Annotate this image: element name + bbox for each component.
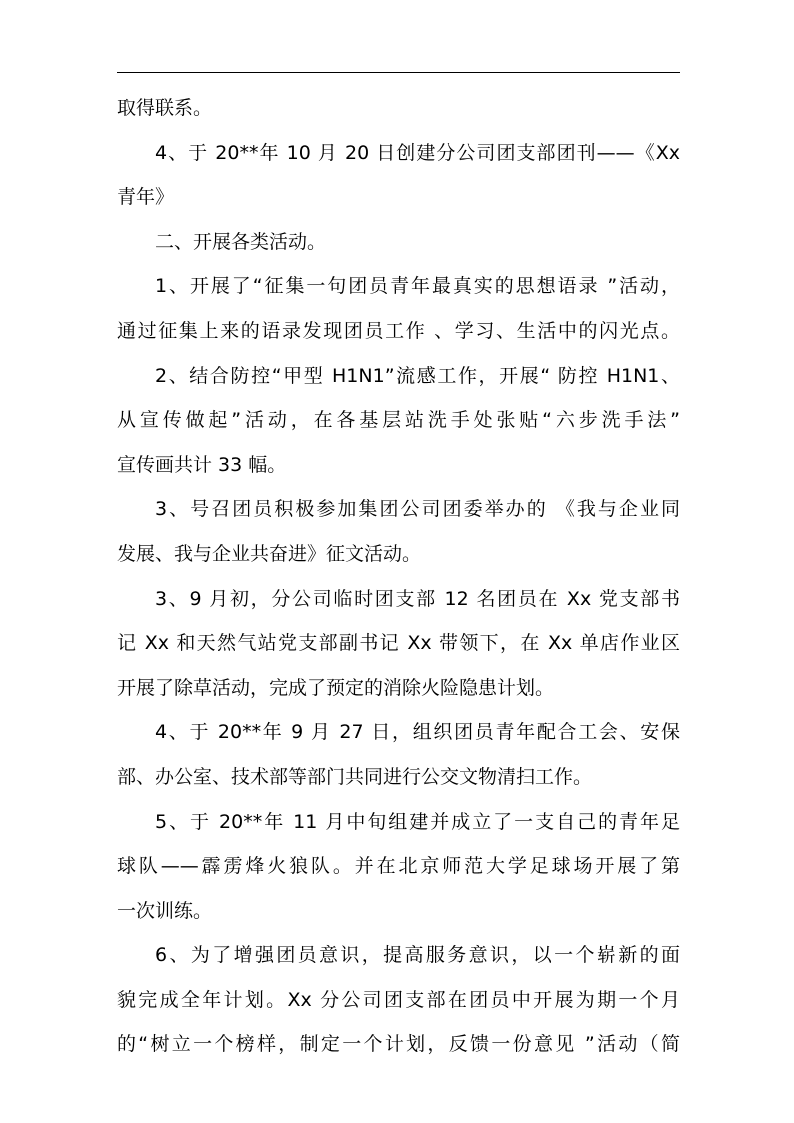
text-line: 取得联系。 bbox=[117, 97, 213, 119]
text-line: 宣传画共计 33 幅。 bbox=[117, 453, 287, 476]
text-line: 6、为了增强团员意识，提高服务意识，以一个崭新的面 bbox=[155, 944, 680, 967]
text-line: 3、号召团员积极参加集团公司团委举办的 《我与企业同 bbox=[155, 498, 680, 521]
text-line: 发展、我与企业共奋进》征文活动。 bbox=[117, 542, 422, 565]
text-line: 从宣传做起”活动，在各基层站洗手处张贴“六步洗手法” bbox=[117, 409, 680, 432]
text-line: 的“树立一个榜样，制定一个计划，反馈一份意见 ”活动（简 bbox=[117, 1033, 680, 1056]
text-line: 4、于 20**年 9 月 27 日，组织团员青年配合工会、安保 bbox=[155, 721, 680, 744]
text-line: 开展了除草活动，完成了预定的消除火险隐患计划。 bbox=[117, 676, 555, 699]
text-line: 通过征集上来的语录发现团员工作 、学习、生活中的闪光点。 bbox=[117, 319, 680, 342]
text-line: 部、办公室、技术部等部门共同进行公交文物清扫工作。 bbox=[117, 765, 593, 788]
text-line: 3、9 月初，分公司临时团支部 12 名团员在 Xx 党支部书 bbox=[155, 587, 680, 610]
text-line: 2、结合防控“甲型 H1N1”流感工作，开展“ 防控 H1N1、 bbox=[155, 364, 680, 387]
text-line: 5、于 20**年 11 月中旬组建并成立了一支自己的青年足 bbox=[155, 810, 680, 833]
text-line: 青年》 bbox=[117, 186, 175, 209]
text-line: 貌完成全年计划。Xx 分公司团支部在团员中开展为期一个月 bbox=[117, 988, 680, 1011]
text-line: 记 Xx 和天然气站党支部副书记 Xx 带领下，在 Xx 单店作业区 bbox=[117, 632, 680, 655]
text-line: 4、于 20**年 10 月 20 日创建分公司团支部团刊——《Xx bbox=[155, 141, 680, 164]
text-line: 一次训练。 bbox=[117, 899, 213, 922]
text-line: 球队——霹雳烽火狼队。并在北京师范大学足球场开展了第 bbox=[117, 855, 680, 878]
header-rule bbox=[117, 72, 680, 73]
document-body bbox=[117, 86, 680, 1067]
text-line: 1、开展了“征集一句团员青年最真实的思想语录 ”活动， bbox=[155, 275, 680, 298]
section-heading: 二、开展各类活动。 bbox=[155, 230, 327, 253]
